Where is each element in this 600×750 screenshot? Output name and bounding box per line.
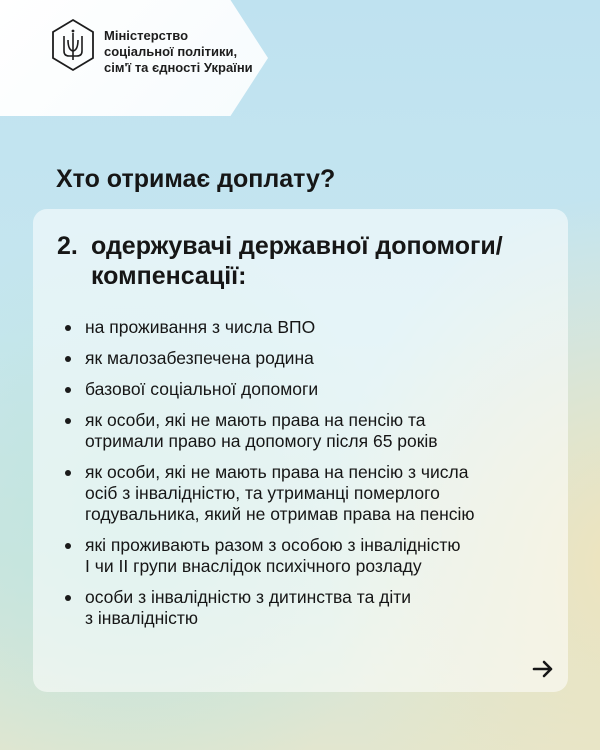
- card-title-line-1: одержувачі державної допомоги/: [91, 232, 503, 260]
- list-item: [65, 317, 565, 338]
- list-item-line: особи з інвалідністю з дитинства та діти: [85, 587, 412, 607]
- list-item-line: базової соціальної допомоги: [85, 379, 319, 399]
- ministry-name-line-2: соціальної політики,: [104, 44, 238, 59]
- list-item: [65, 348, 565, 369]
- list-item: [65, 410, 565, 452]
- list-item-line: годувальника, який не отримав права на пенсію: [85, 504, 475, 524]
- list-item-line: на проживання з числа ВПО: [85, 317, 316, 337]
- list-item: [65, 462, 565, 525]
- list-item-line: які проживають разом з особою з інвалідністю: [85, 535, 461, 555]
- list-item-line: з інвалідністю: [85, 608, 199, 628]
- card-title-line-2: компенсації:: [91, 262, 247, 290]
- info-card: [33, 209, 568, 692]
- trident-icon: [50, 18, 96, 72]
- list-item: [65, 535, 565, 577]
- list-item-line: I чи II групи внаслідок психічного розладу: [85, 556, 422, 576]
- list-item-line: отримали право на допомогу після 65 років: [85, 431, 438, 451]
- recipients-list: [65, 317, 565, 639]
- ministry-name: [104, 28, 253, 76]
- list-item-line: як особи, які не мають права на пенсію з числа: [85, 462, 469, 482]
- ministry-name-line-1: Міністерство: [104, 28, 189, 43]
- card-number: 2.: [57, 232, 78, 260]
- card-title: [57, 231, 557, 291]
- list-item: [65, 587, 565, 629]
- list-item-line: як особи, які не мають права на пенсію та: [85, 410, 426, 430]
- question-heading: Хто отримає доплату?: [56, 165, 336, 193]
- ministry-name-line-3: сім'ї та єдності України: [104, 60, 253, 75]
- list-item: [65, 379, 565, 400]
- list-item-line: як малозабезпечена родина: [85, 348, 314, 368]
- arrow-right-icon[interactable]: [532, 660, 554, 678]
- list-item-line: осіб з інвалідністю, та утриманці померлого: [85, 483, 440, 503]
